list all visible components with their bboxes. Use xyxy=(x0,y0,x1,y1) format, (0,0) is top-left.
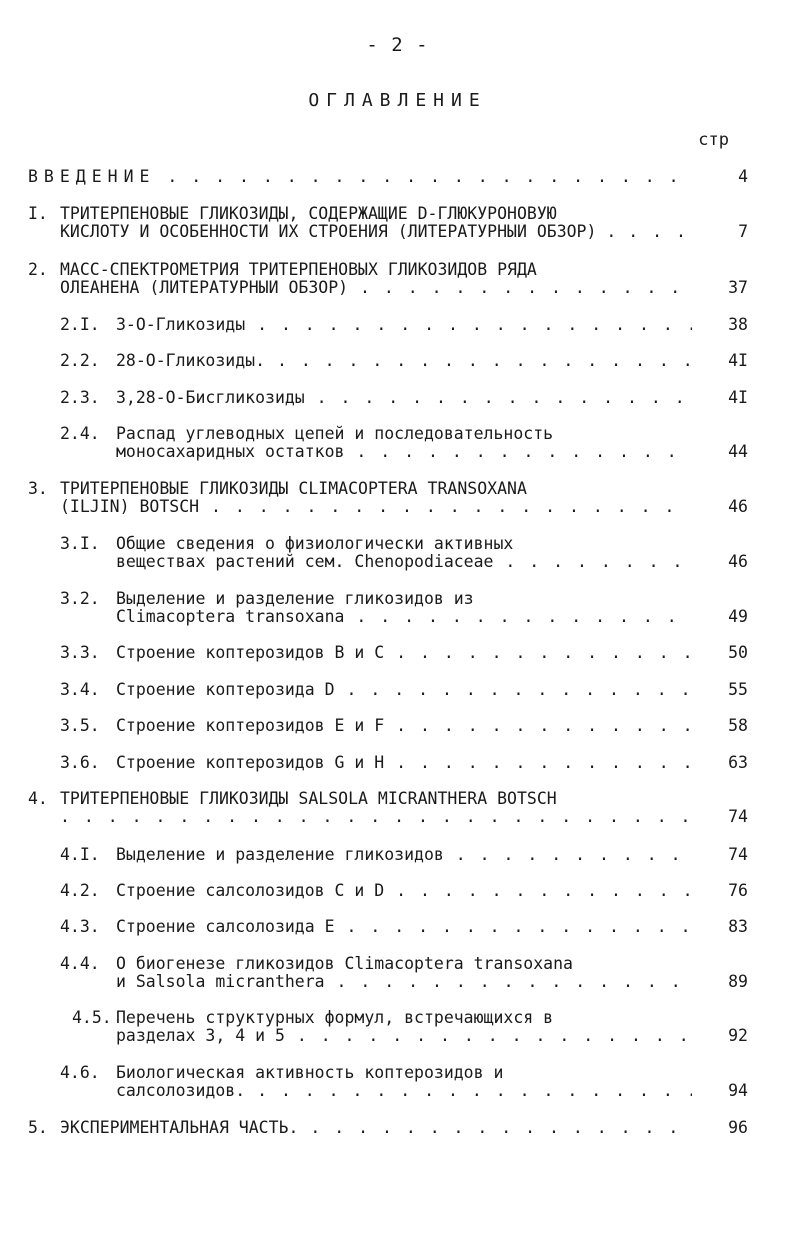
toc-entry-page: 63 xyxy=(728,753,748,772)
toc-entry-number: I. xyxy=(28,204,48,223)
toc-entry-page: 4 xyxy=(738,167,748,186)
toc-entry xyxy=(28,790,748,826)
toc-entry-title xyxy=(116,955,692,991)
toc-entry-number: 3.2. xyxy=(60,589,100,608)
toc-entry-number: 3.4. xyxy=(60,680,100,699)
toc-entry-line: Строение коптерозидов В и С . . . xyxy=(116,644,692,662)
toc-entry-number: 4.6. xyxy=(60,1063,100,1082)
toc-entry xyxy=(28,644,748,662)
toc-entry-page: 96 xyxy=(728,1118,748,1137)
toc-entry-line: ОЛЕАНЕНА (ЛИТЕРАТУРНЫЙ ОБЗОР) . . . xyxy=(60,279,692,297)
toc-entry-number: 4.5. xyxy=(72,1008,112,1027)
toc-entry-title xyxy=(116,535,692,571)
toc-entry xyxy=(28,205,748,241)
toc-entry-line: Строение коптерозидов Е и F . . . xyxy=(116,717,692,735)
toc-entry-page: 37 xyxy=(728,278,748,297)
toc-entry-page: 4I xyxy=(728,388,748,407)
toc-entry xyxy=(28,1119,748,1137)
toc-entry-title xyxy=(60,261,692,297)
toc-entry-line: 3-О-Гликозиды . . . xyxy=(116,316,692,334)
toc-entry-number: 4.2. xyxy=(60,881,100,900)
toc-entry xyxy=(28,754,748,772)
toc-entry xyxy=(28,846,748,864)
toc-entry-number: 3.3. xyxy=(60,643,100,662)
toc-entry-line: МАСС-СПЕКТРОМЕТРИЯ ТРИТЕРПЕНОВЫХ ГЛИКОЗИДОВ РЯДА xyxy=(60,261,537,279)
page-title: ОГЛАВЛЕНИЕ xyxy=(308,90,487,111)
toc-entry-line: КИСЛОТУ И ОСОБЕННОСТИ ИХ СТРОЕНИЯ (ЛИТЕРАТУРНЫЙ ОБЗОР) . . . . xyxy=(60,223,692,241)
toc-entry-line: и Salsola micranthera . . . xyxy=(116,973,692,991)
toc-entry xyxy=(28,681,748,699)
toc-entry-page: 58 xyxy=(728,716,748,735)
toc-entry-title xyxy=(116,590,692,626)
toc-entry-line: Строение коптерозидов G и Н . . . xyxy=(116,754,692,772)
toc-entry xyxy=(28,717,748,735)
toc-entry-title xyxy=(116,1064,692,1100)
toc-entry-line: Общие сведения о физиологически активных xyxy=(116,535,514,553)
toc-entry xyxy=(28,316,748,334)
toc-entry-page: 83 xyxy=(728,917,748,936)
toc-entry-number: 2.2. xyxy=(60,351,100,370)
toc-entry-line xyxy=(60,808,692,826)
toc-entry-line: Выделение и разделение гликозидов . . . xyxy=(116,846,692,864)
toc-entry-line: веществах растений сем. Chenopodiaceae . . . xyxy=(116,553,692,571)
toc-entry-number: 2.4. xyxy=(60,424,100,443)
toc-entry-page: 55 xyxy=(728,680,748,699)
toc-entry-title xyxy=(116,918,692,936)
toc-entry-title xyxy=(60,790,692,826)
toc-entry-line: 3,28-О-Бисгликозиды . . . xyxy=(116,389,692,407)
toc-entry-page: 74 xyxy=(728,845,748,864)
toc-entry-page: 49 xyxy=(728,607,748,626)
page-column-label: стр xyxy=(698,130,729,150)
toc-entry xyxy=(28,1009,748,1045)
toc-entry-line: (ILJIN) BOTSCH . . . xyxy=(60,498,692,516)
toc-entry-title xyxy=(116,754,692,772)
toc-entry-line: ТРИТЕРПЕНОВЫЕ ГЛИКОЗИДЫ, СОДЕРЖАЩИЕ D-ГЛЮКУРОНОВУЮ xyxy=(60,205,557,223)
toc-entry-number: 3.5. xyxy=(60,716,100,735)
toc-entry-number: 3.I. xyxy=(60,534,100,553)
toc-entry-line: Перечень структурных формул, встречающихся в xyxy=(116,1009,554,1027)
toc-entry-number: 5. xyxy=(28,1118,48,1137)
toc-entry-page: 7 xyxy=(738,222,748,241)
toc-entry-title xyxy=(60,205,692,241)
toc-entry-number: 2.3. xyxy=(60,388,100,407)
toc-entry-number: 3. xyxy=(28,479,48,498)
toc-entry-title xyxy=(60,1119,692,1137)
toc-entry-line: ЭКСПЕРИМЕНТАЛЬНАЯ ЧАСТЬ. . . . xyxy=(60,1119,692,1137)
toc-entry xyxy=(28,352,748,370)
toc-entry-page: 46 xyxy=(728,497,748,516)
toc-entry-line: салсолозидов. . . . xyxy=(116,1082,692,1100)
toc-entry xyxy=(28,425,748,461)
toc-entry-page: 38 xyxy=(728,315,748,334)
toc-entry-line: Строение салсолозидов С и D . . . xyxy=(116,882,692,900)
toc-entry-line: Climacoptera transoxana . . . xyxy=(116,608,692,626)
toc-entry-page: 4I xyxy=(728,351,748,370)
toc-entry-title xyxy=(116,316,692,334)
toc-entry-title xyxy=(28,168,692,186)
toc-entry-page: 50 xyxy=(728,643,748,662)
toc-entry-title xyxy=(116,644,692,662)
toc-entry-line: ВВЕДЕНИЕ . . . xyxy=(28,168,692,186)
toc-entry-title xyxy=(116,1009,692,1045)
toc-entry-line: Биологическая активность коптерозидов и xyxy=(116,1064,504,1082)
toc-entry-line: Распад углеводных цепей и последовательность xyxy=(116,425,554,443)
toc-entry-title xyxy=(116,389,692,407)
toc-entry-line: моносахаридных остатков . . . xyxy=(116,443,692,461)
toc-entry xyxy=(28,261,748,297)
page-number: - 2 - xyxy=(366,34,429,56)
toc-entry xyxy=(28,590,748,626)
toc-entry xyxy=(28,168,748,186)
toc-entry-line: О биогенезе гликозидов Climacoptera transoxana xyxy=(116,955,573,973)
toc-entry xyxy=(28,1064,748,1100)
toc-entry xyxy=(28,918,748,936)
toc-entry-line: ТРИТЕРПЕНОВЫЕ ГЛИКОЗИДЫ SALSOLA MICRANTHERA BOTSCH xyxy=(60,790,557,808)
toc-entry xyxy=(28,882,748,900)
toc-entry-number: 4.4. xyxy=(60,954,100,973)
toc-entry xyxy=(28,955,748,991)
toc-entry-title xyxy=(116,352,692,370)
toc-entry-page: 76 xyxy=(728,881,748,900)
toc-entry xyxy=(28,480,748,516)
toc-entry-number: 4.3. xyxy=(60,917,100,936)
toc-entry-title xyxy=(116,846,692,864)
toc-entry xyxy=(28,535,748,571)
toc-entry-page: 44 xyxy=(728,442,748,461)
toc-entry-page: 89 xyxy=(728,972,748,991)
toc-entry-line: разделах 3, 4 и 5 . . . xyxy=(116,1027,692,1045)
toc-entry-line: 28-О-Гликозиды. . . . xyxy=(116,352,692,370)
toc-entry-page: 92 xyxy=(728,1026,748,1045)
toc-entry-number: 4.I. xyxy=(60,845,100,864)
toc-entry-title xyxy=(60,480,692,516)
toc-entry-number: 2. xyxy=(28,260,48,279)
toc-entry-page: 94 xyxy=(728,1081,748,1100)
toc-entry-title xyxy=(116,882,692,900)
toc-entry xyxy=(28,389,748,407)
toc-entry-title xyxy=(116,681,692,699)
toc-entry-page: 46 xyxy=(728,552,748,571)
toc-entry-number: 4. xyxy=(28,789,48,808)
toc-entry-line: ТРИТЕРПЕНОВЫЕ ГЛИКОЗИДЫ CLIMACOPTERA TRANSOXANA xyxy=(60,480,527,498)
toc-entry-title xyxy=(116,717,692,735)
toc-entry-number: 3.6. xyxy=(60,753,100,772)
toc-entry-line: Строение салсолозида Е . . . xyxy=(116,918,692,936)
toc-entry-page: 74 xyxy=(728,807,748,826)
toc-entry-line: Выделение и разделение гликозидов из xyxy=(116,590,474,608)
toc-entry-number: 2.I. xyxy=(60,315,100,334)
toc-entry-title xyxy=(116,425,692,461)
toc-entry-line: Строение коптерозида D . . . xyxy=(116,681,692,699)
